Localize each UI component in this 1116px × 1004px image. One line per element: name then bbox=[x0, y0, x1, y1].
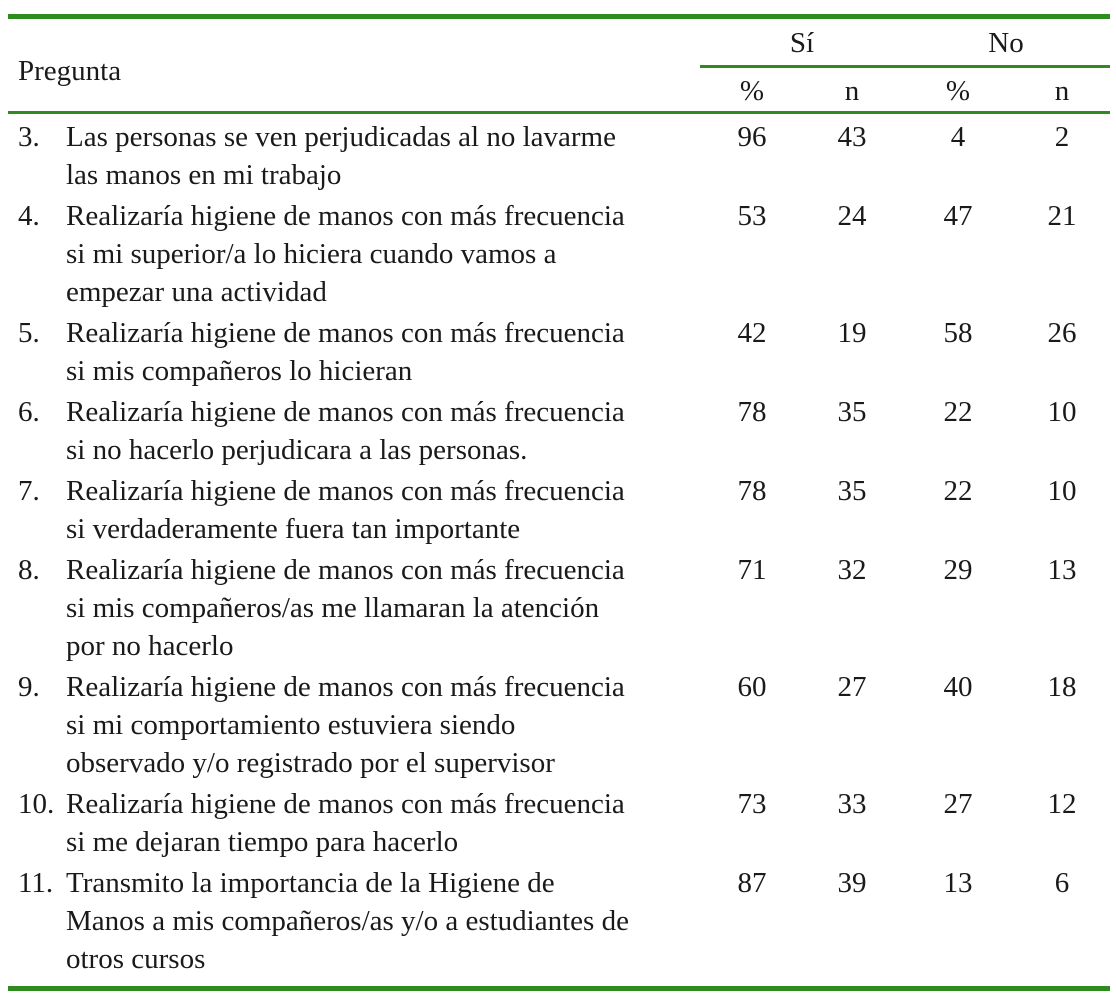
question-text-line: si verdaderamente fuera tan importante bbox=[66, 513, 521, 545]
question-text-line: Realizaría higiene de manos con más frecuencia bbox=[66, 396, 625, 428]
header-bottom-rule bbox=[8, 111, 1110, 114]
si-n-value: 27 bbox=[837, 671, 867, 703]
si-n-value: 35 bbox=[837, 396, 867, 428]
no-percent-value: 22 bbox=[943, 396, 973, 428]
si-percent-value: 87 bbox=[737, 867, 767, 899]
si-percent-value: 42 bbox=[737, 317, 767, 349]
si-percent-value: 96 bbox=[737, 121, 767, 153]
header-group-rule bbox=[700, 65, 1110, 68]
si-percent-value: 73 bbox=[737, 788, 767, 820]
question-number: 8. bbox=[18, 554, 40, 586]
no-percent-value: 40 bbox=[943, 671, 973, 703]
question-text bbox=[66, 785, 696, 861]
question-text-line: si no hacerlo perjudicara a las personas. bbox=[66, 434, 528, 466]
si-n-value: 43 bbox=[837, 121, 867, 153]
header-no: No bbox=[988, 27, 1024, 59]
header-si: Sí bbox=[789, 27, 815, 59]
header-si-percent: % bbox=[739, 75, 765, 107]
question-text bbox=[66, 668, 696, 782]
no-n-value: 2 bbox=[1054, 121, 1070, 153]
question-number: 11. bbox=[18, 867, 54, 899]
header-no-percent: % bbox=[945, 75, 971, 107]
si-n-value: 39 bbox=[837, 867, 867, 899]
si-percent-value: 78 bbox=[737, 396, 767, 428]
si-n-value: 33 bbox=[837, 788, 867, 820]
question-text-line: las manos en mi trabajo bbox=[66, 159, 342, 191]
header-si-n: n bbox=[844, 75, 860, 107]
question-text-line: observado y/o registrado por el supervisor bbox=[66, 747, 555, 779]
table-top-rule bbox=[8, 14, 1110, 19]
si-n-value: 19 bbox=[837, 317, 867, 349]
no-n-value: 12 bbox=[1047, 788, 1077, 820]
si-percent-value: 78 bbox=[737, 475, 767, 507]
question-number: 7. bbox=[18, 475, 40, 507]
question-text-line: empezar una actividad bbox=[66, 276, 327, 308]
si-percent-value: 60 bbox=[737, 671, 767, 703]
si-percent-value: 53 bbox=[737, 200, 767, 232]
question-number: 3. bbox=[18, 121, 40, 153]
question-text-line: Realizaría higiene de manos con más frecuencia bbox=[66, 788, 625, 820]
header-pregunta: Pregunta bbox=[18, 55, 122, 87]
question-number: 4. bbox=[18, 200, 40, 232]
question-text-line: si mis compañeros lo hicieran bbox=[66, 355, 413, 387]
question-text-line: Manos a mis compañeros/as y/o a estudiantes de bbox=[66, 905, 629, 937]
question-text-line: Realizaría higiene de manos con más frecuencia bbox=[66, 554, 625, 586]
si-n-value: 35 bbox=[837, 475, 867, 507]
question-text bbox=[66, 864, 696, 978]
no-percent-value: 29 bbox=[943, 554, 973, 586]
no-percent-value: 27 bbox=[943, 788, 973, 820]
question-text-line: otros cursos bbox=[66, 943, 206, 975]
question-text-line: si mis compañeros/as me llamaran la atención bbox=[66, 592, 600, 624]
question-text-line: Realizaría higiene de manos con más frecuencia bbox=[66, 200, 625, 232]
header-no-n: n bbox=[1054, 75, 1070, 107]
no-n-value: 18 bbox=[1047, 671, 1077, 703]
no-percent-value: 22 bbox=[943, 475, 973, 507]
si-n-value: 24 bbox=[837, 200, 867, 232]
no-percent-value: 58 bbox=[943, 317, 973, 349]
question-number: 5. bbox=[18, 317, 40, 349]
no-n-value: 26 bbox=[1047, 317, 1077, 349]
no-n-value: 21 bbox=[1047, 200, 1077, 232]
question-number: 9. bbox=[18, 671, 40, 703]
question-number: 6. bbox=[18, 396, 40, 428]
no-percent-value: 13 bbox=[943, 867, 973, 899]
no-percent-value: 4 bbox=[950, 121, 966, 153]
question-text-line: Realizaría higiene de manos con más frecuencia bbox=[66, 475, 625, 507]
question-text-line: si mi superior/a lo hiciera cuando vamos a bbox=[66, 238, 557, 270]
no-n-value: 10 bbox=[1047, 396, 1077, 428]
question-text-line: si me dejaran tiempo para hacerlo bbox=[66, 826, 459, 858]
no-percent-value: 47 bbox=[943, 200, 973, 232]
question-text bbox=[66, 197, 696, 311]
table-bottom-rule bbox=[8, 986, 1110, 991]
question-text bbox=[66, 314, 696, 390]
question-text-line: Transmito la importancia de la Higiene de bbox=[66, 867, 555, 899]
no-n-value: 13 bbox=[1047, 554, 1077, 586]
question-text-line: Realizaría higiene de manos con más frecuencia bbox=[66, 671, 625, 703]
no-n-value: 10 bbox=[1047, 475, 1077, 507]
no-n-value: 6 bbox=[1054, 867, 1070, 899]
question-text-line: por no hacerlo bbox=[66, 630, 234, 662]
question-text-line: Las personas se ven perjudicadas al no lavarme bbox=[66, 121, 616, 153]
question-text bbox=[66, 551, 696, 665]
si-n-value: 32 bbox=[837, 554, 867, 586]
question-text-line: si mi comportamiento estuviera siendo bbox=[66, 709, 516, 741]
question-text bbox=[66, 393, 696, 469]
question-text bbox=[66, 118, 696, 194]
question-text bbox=[66, 472, 696, 548]
question-number: 10. bbox=[18, 788, 55, 820]
question-text-line: Realizaría higiene de manos con más frecuencia bbox=[66, 317, 625, 349]
si-percent-value: 71 bbox=[737, 554, 767, 586]
